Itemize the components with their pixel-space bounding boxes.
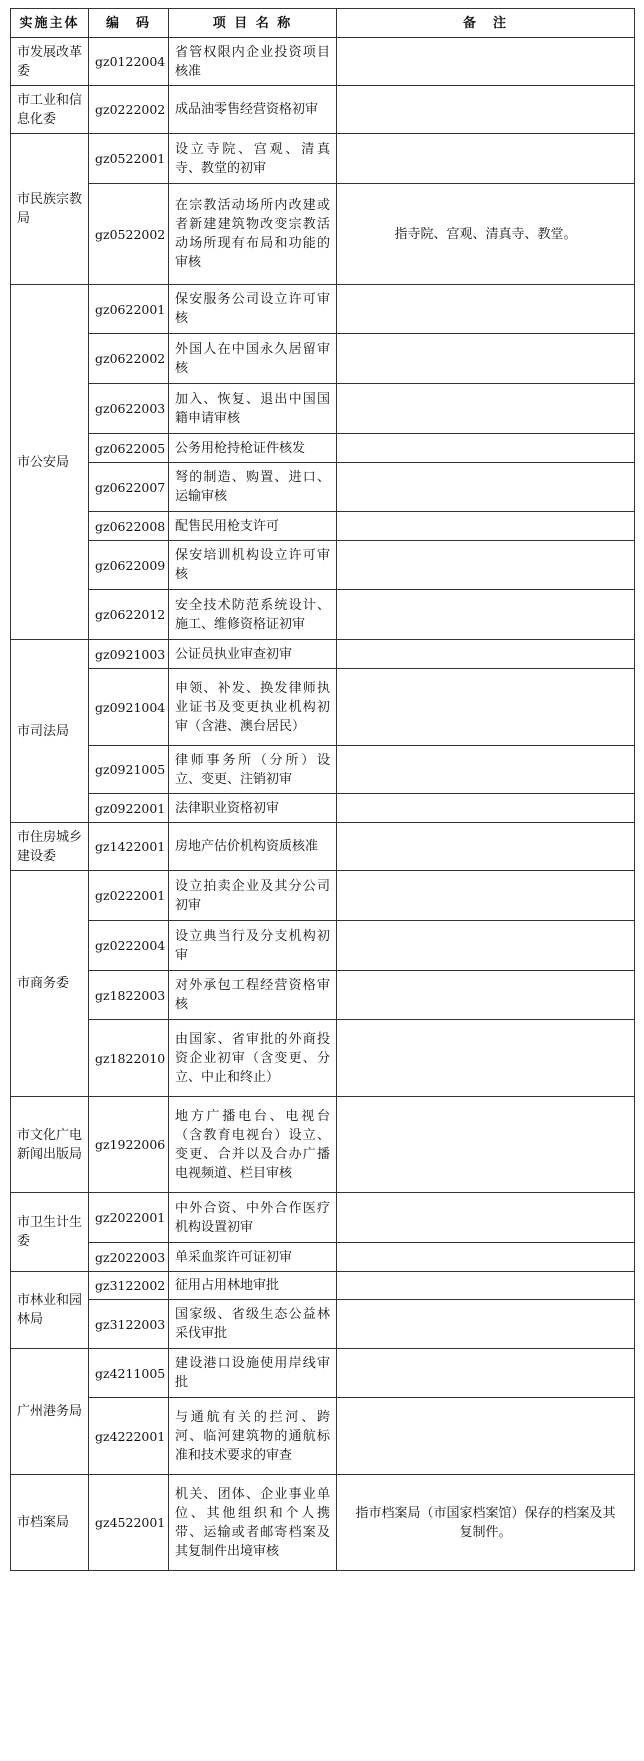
table-row [11, 86, 635, 134]
item-name-cell: 公务用枪持枪证件核发 [169, 434, 337, 463]
note-cell [337, 1398, 635, 1475]
agency-cell: 市文化广电新闻出版局 [11, 1097, 89, 1193]
table-row [11, 794, 635, 823]
note-cell [337, 921, 635, 971]
table-row [11, 384, 635, 434]
approval-items-table [10, 8, 635, 1571]
code-cell: gz0222001 [89, 871, 169, 921]
item-name-cell: 保安培训机构设立许可审核 [169, 541, 337, 590]
note-cell: 指市档案局（市国家档案馆）保存的档案及其复制件。 [337, 1475, 635, 1571]
table-row [11, 334, 635, 384]
code-cell: gz4222001 [89, 1398, 169, 1475]
code-cell: gz1822003 [89, 971, 169, 1020]
table-row [11, 823, 635, 871]
code-cell: gz0622003 [89, 384, 169, 434]
document-page [10, 8, 634, 1571]
agency-cell: 市民族宗教局 [11, 134, 89, 285]
agency-cell: 市公安局 [11, 285, 89, 640]
table-row [11, 1349, 635, 1398]
item-name-cell: 省管权限内企业投资项目核准 [169, 38, 337, 86]
item-name-cell: 成品油零售经营资格初审 [169, 86, 337, 134]
agency-cell: 广州港务局 [11, 1349, 89, 1475]
note-cell [337, 86, 635, 134]
table-row [11, 463, 635, 512]
agency-cell: 市档案局 [11, 1475, 89, 1571]
note-cell [337, 1272, 635, 1300]
item-name-cell: 与通航有关的拦河、跨河、临河建筑物的通航标准和技术要求的审查 [169, 1398, 337, 1475]
note-cell [337, 463, 635, 512]
note-cell [337, 512, 635, 541]
note-cell [337, 1193, 635, 1243]
note-cell [337, 38, 635, 86]
item-name-cell: 建设港口设施使用岸线审批 [169, 1349, 337, 1398]
item-name-cell: 外国人在中国永久居留审核 [169, 334, 337, 384]
item-name-cell: 加入、恢复、退出中国国籍申请审核 [169, 384, 337, 434]
agency-cell: 市林业和园林局 [11, 1272, 89, 1349]
note-cell [337, 746, 635, 794]
item-name-cell: 安全技术防范系统设计、施工、维修资格证初审 [169, 590, 337, 640]
code-cell: gz0622009 [89, 541, 169, 590]
item-name-cell: 单采血浆许可证初审 [169, 1243, 337, 1272]
table-row [11, 1398, 635, 1475]
table-row [11, 871, 635, 921]
code-cell: gz0622007 [89, 463, 169, 512]
table-row [11, 184, 635, 285]
code-cell: gz4522001 [89, 1475, 169, 1571]
note-cell [337, 285, 635, 334]
item-name-cell: 国家级、省级生态公益林采伐审批 [169, 1300, 337, 1349]
note-cell [337, 794, 635, 823]
code-cell: gz0122004 [89, 38, 169, 86]
table-row [11, 38, 635, 86]
table-row [11, 1243, 635, 1272]
code-cell: gz1822010 [89, 1020, 169, 1097]
item-name-cell: 在宗教活动场所内改建或者新建建筑物改变宗教活动场所现有布局和功能的审核 [169, 184, 337, 285]
code-cell: gz0222004 [89, 921, 169, 971]
code-cell: gz0522002 [89, 184, 169, 285]
item-name-cell: 对外承包工程经营资格审核 [169, 971, 337, 1020]
table-row [11, 434, 635, 463]
note-cell [337, 1243, 635, 1272]
code-cell: gz4211005 [89, 1349, 169, 1398]
table-row [11, 746, 635, 794]
item-name-cell: 房地产估价机构资质核准 [169, 823, 337, 871]
item-name-cell: 弩的制造、购置、进口、运输审核 [169, 463, 337, 512]
item-name-cell: 中外合资、中外合作医疗机构设置初审 [169, 1193, 337, 1243]
code-cell: gz0622008 [89, 512, 169, 541]
code-cell: gz0622001 [89, 285, 169, 334]
note-cell [337, 384, 635, 434]
code-cell: gz0921004 [89, 669, 169, 746]
table-row [11, 590, 635, 640]
code-cell: gz2022001 [89, 1193, 169, 1243]
table-row [11, 134, 635, 184]
agency-cell: 市发展改革委 [11, 38, 89, 86]
table-header-row [11, 9, 635, 38]
item-name-cell: 配售民用枪支许可 [169, 512, 337, 541]
table-row [11, 1193, 635, 1243]
note-cell [337, 871, 635, 921]
header-agency: 实施主体 [11, 9, 89, 38]
note-cell [337, 823, 635, 871]
code-cell: gz0921005 [89, 746, 169, 794]
item-name-cell: 由国家、省审批的外商投资企业初审（含变更、分立、中止和终止） [169, 1020, 337, 1097]
header-code: 编 码 [89, 9, 169, 38]
note-cell [337, 334, 635, 384]
note-cell [337, 971, 635, 1020]
note-cell [337, 1097, 635, 1193]
table-row [11, 1097, 635, 1193]
code-cell: gz3122003 [89, 1300, 169, 1349]
item-name-cell: 法律职业资格初审 [169, 794, 337, 823]
table-row [11, 541, 635, 590]
code-cell: gz0922001 [89, 794, 169, 823]
table-body [11, 38, 635, 1571]
note-cell [337, 1349, 635, 1398]
code-cell: gz0622005 [89, 434, 169, 463]
table-row [11, 1475, 635, 1571]
agency-cell: 市商务委 [11, 871, 89, 1097]
item-name-cell: 公证员执业审查初审 [169, 640, 337, 669]
table-row [11, 640, 635, 669]
table-row [11, 1020, 635, 1097]
note-cell [337, 590, 635, 640]
note-cell [337, 541, 635, 590]
code-cell: gz0921003 [89, 640, 169, 669]
note-cell [337, 1020, 635, 1097]
item-name-cell: 设立寺院、宫观、清真寺、教堂的初审 [169, 134, 337, 184]
item-name-cell: 机关、团体、企业事业单位、其他组织和个人携带、运输或者邮寄档案及其复制件出境审核 [169, 1475, 337, 1571]
table-row [11, 285, 635, 334]
item-name-cell: 保安服务公司设立许可审核 [169, 285, 337, 334]
item-name-cell: 征用占用林地审批 [169, 1272, 337, 1300]
note-cell [337, 134, 635, 184]
code-cell: gz0622012 [89, 590, 169, 640]
note-cell [337, 1300, 635, 1349]
agency-cell: 市住房城乡建设委 [11, 823, 89, 871]
header-note: 备 注 [337, 9, 635, 38]
agency-cell: 市司法局 [11, 640, 89, 823]
item-name-cell: 设立典当行及分支机构初审 [169, 921, 337, 971]
table-row [11, 921, 635, 971]
code-cell: gz0522001 [89, 134, 169, 184]
table-row [11, 669, 635, 746]
note-cell [337, 434, 635, 463]
code-cell: gz1922006 [89, 1097, 169, 1193]
table-row [11, 512, 635, 541]
agency-cell: 市工业和信息化委 [11, 86, 89, 134]
note-cell [337, 669, 635, 746]
table-row [11, 1272, 635, 1300]
note-cell [337, 640, 635, 669]
agency-cell: 市卫生计生委 [11, 1193, 89, 1272]
table-row [11, 971, 635, 1020]
code-cell: gz0222002 [89, 86, 169, 134]
item-name-cell: 律师事务所（分所）设立、变更、注销初审 [169, 746, 337, 794]
code-cell: gz0622002 [89, 334, 169, 384]
item-name-cell: 申领、补发、换发律师执业证书及变更执业机构初审（含港、澳台居民） [169, 669, 337, 746]
item-name-cell: 设立拍卖企业及其分公司初审 [169, 871, 337, 921]
item-name-cell: 地方广播电台、电视台（含教育电视台）设立、变更、合并以及合办广播电视频道、栏目审核 [169, 1097, 337, 1193]
header-item: 项 目 名 称 [169, 9, 337, 38]
table-row [11, 1300, 635, 1349]
code-cell: gz1422001 [89, 823, 169, 871]
code-cell: gz2022003 [89, 1243, 169, 1272]
code-cell: gz3122002 [89, 1272, 169, 1300]
note-cell: 指寺院、宫观、清真寺、教堂。 [337, 184, 635, 285]
